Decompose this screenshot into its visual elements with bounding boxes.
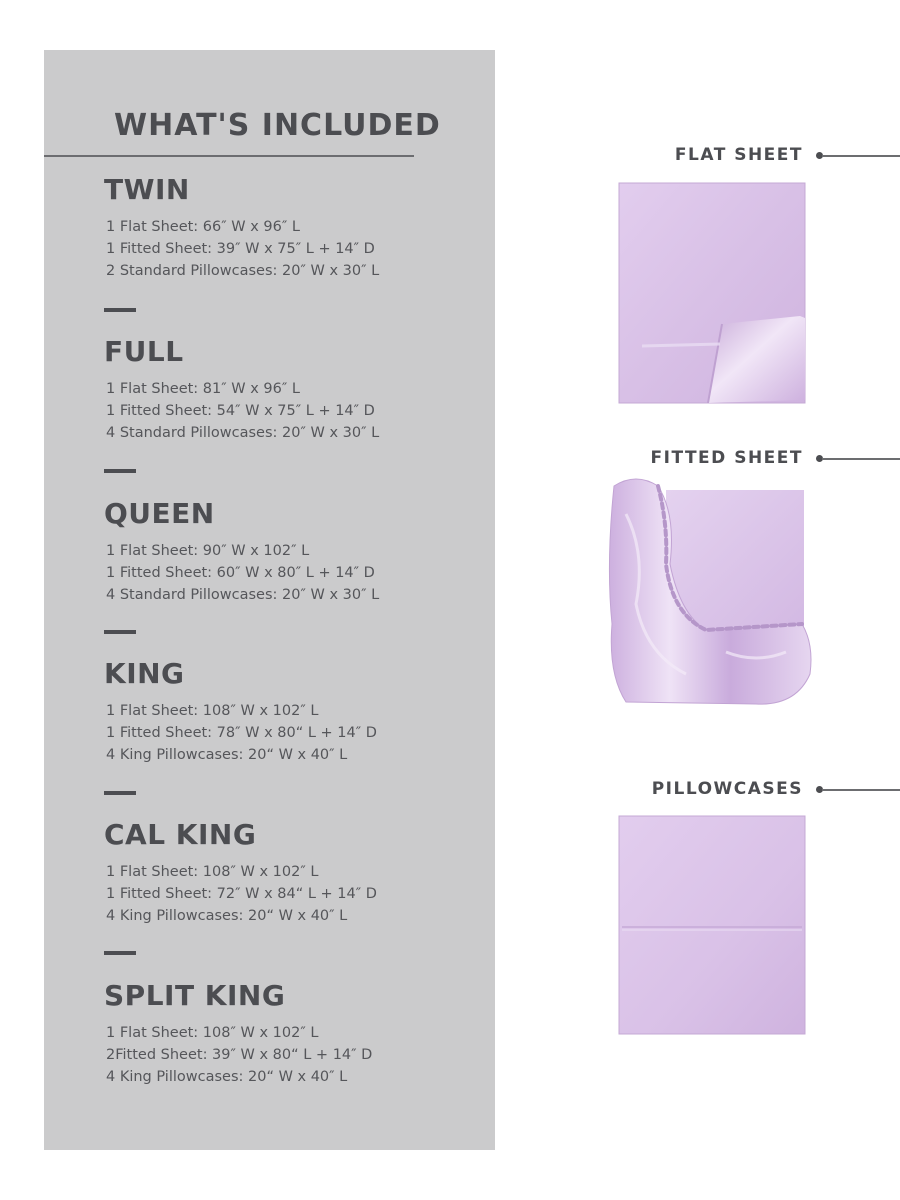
fitted-sheet-spec: 1 Fitted Sheet: 72″ W x 84“ L + 14″ D <box>106 886 377 902</box>
panel-title: WHAT'S INCLUDED <box>114 108 441 143</box>
fitted-sheet-label: FITTED SHEET <box>650 448 803 468</box>
section-dash <box>104 951 136 955</box>
section-dash <box>104 630 136 634</box>
size-lines <box>104 216 379 282</box>
flat-sheet-spec: 1 Flat Sheet: 90″ W x 102″ L <box>106 543 310 559</box>
size-name: KING <box>104 657 185 690</box>
connector-line <box>822 789 900 791</box>
size-block-queen <box>104 498 379 606</box>
connector-line <box>822 155 900 157</box>
connector-line <box>822 458 900 460</box>
fitted-sheet-connector <box>816 454 900 464</box>
fitted-sheet-spec: 1 Fitted Sheet: 54″ W x 75″ L + 14″ D <box>106 403 375 419</box>
size-name: CAL KING <box>104 818 257 851</box>
size-lines <box>104 540 379 606</box>
pillowcases-image <box>612 810 812 1040</box>
size-lines <box>104 861 377 927</box>
flat-sheet-spec: 1 Flat Sheet: 108″ W x 102″ L <box>106 1025 319 1041</box>
flat-sheet-spec: 1 Flat Sheet: 81″ W x 96″ L <box>106 381 300 397</box>
size-name: FULL <box>104 335 184 368</box>
flat-sheet-label: FLAT SHEET <box>674 145 803 165</box>
size-name: QUEEN <box>104 497 215 530</box>
flat-sheet-connector <box>816 151 900 161</box>
section-dash <box>104 308 136 312</box>
size-block-twin <box>104 174 379 282</box>
size-lines <box>104 700 377 766</box>
pillowcase-spec: 4 Standard Pillowcases: 20″ W x 30″ L <box>106 587 380 603</box>
size-name: SPLIT KING <box>104 979 286 1012</box>
flat-sheet-spec: 1 Flat Sheet: 108″ W x 102″ L <box>106 864 319 880</box>
size-lines <box>104 378 379 444</box>
flat-sheet-spec: 1 Flat Sheet: 108″ W x 102″ L <box>106 703 319 719</box>
flat-sheet-spec: 1 Flat Sheet: 66″ W x 96″ L <box>106 219 300 235</box>
pillowcases-connector <box>816 785 900 795</box>
title-divider <box>44 155 414 157</box>
size-name: TWIN <box>104 173 190 206</box>
fitted-sheet-spec: 1 Fitted Sheet: 39″ W x 75″ L + 14″ D <box>106 241 375 257</box>
pillowcase-spec: 4 King Pillowcases: 20“ W x 40″ L <box>106 747 348 763</box>
size-block-cal-king <box>104 819 377 927</box>
fitted-sheet-spec: 2Fitted Sheet: 39″ W x 80“ L + 14″ D <box>106 1047 373 1063</box>
fitted-sheet-spec: 1 Fitted Sheet: 78″ W x 80“ L + 14″ D <box>106 725 377 741</box>
pillowcase-spec: 2 Standard Pillowcases: 20″ W x 30″ L <box>106 263 380 279</box>
section-dash <box>104 791 136 795</box>
fitted-sheet-spec: 1 Fitted Sheet: 60″ W x 80″ L + 14″ D <box>106 565 375 581</box>
flat-sheet-image <box>612 178 812 408</box>
fitted-sheet-image <box>606 474 816 710</box>
size-block-split-king <box>104 980 372 1088</box>
whats-included-panel <box>44 50 495 1150</box>
size-block-full <box>104 336 379 444</box>
pillowcase-spec: 4 Standard Pillowcases: 20″ W x 30″ L <box>106 425 380 441</box>
size-lines <box>104 1022 372 1088</box>
size-block-king <box>104 658 377 766</box>
pillowcase-spec: 4 King Pillowcases: 20“ W x 40″ L <box>106 1069 348 1085</box>
pillowcases-label: PILLOWCASES <box>651 779 803 799</box>
section-dash <box>104 469 136 473</box>
pillowcase-spec: 4 King Pillowcases: 20“ W x 40″ L <box>106 908 348 924</box>
